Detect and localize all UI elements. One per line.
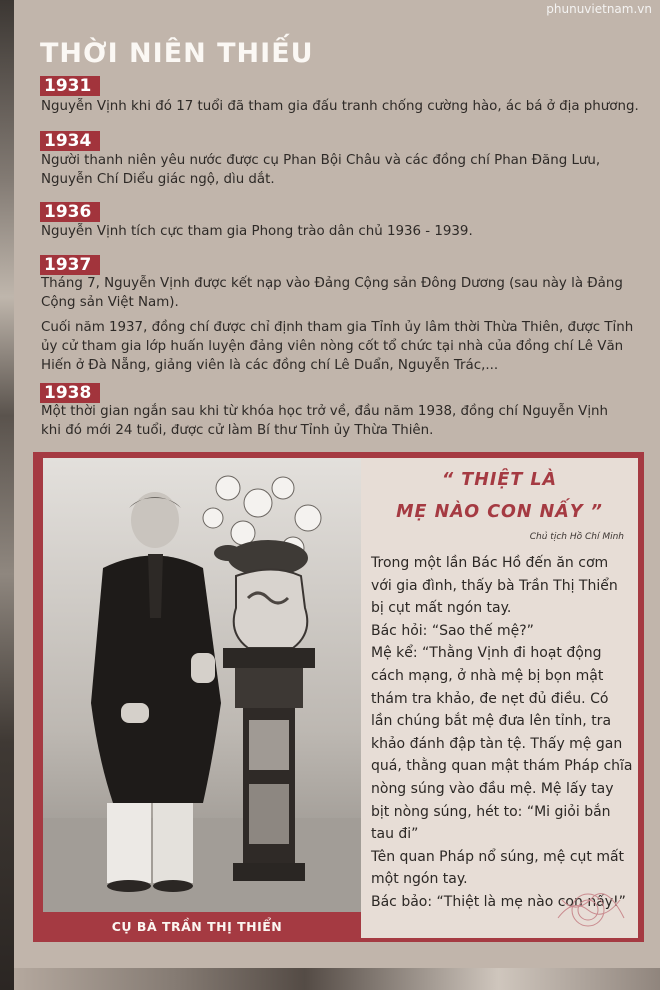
portrait-photo [43,458,361,912]
year-badge-1936: 1936 [40,202,100,222]
year-badge-1931: 1931 [40,76,100,96]
story-paragraph: Bác hỏi: “Sao thế mệ?” [371,622,534,639]
timeline-text-1931: Nguyễn Vịnh khi đó 17 tuổi đã tham gia đấu tranh chống cường hào, ác bá ở địa phương. [41,99,639,114]
section-title: THỜI NIÊN THIẾU [40,38,314,69]
story-paragraph: Trong một lần Bác Hồ đến ăn cơm với gia đình, thấy bà Trần Thị Thiển bị cụt mất ngón tay. [371,555,618,617]
timeline-text-1938: Một thời gian ngắn sau khi từ khóa học trở về, đầu năm 1938, đồng chí Nguyễn Vịnh khi đó mới 24 tuổi, được cử làm Bí thư Tỉnh ủy Thừa Thiên. [41,404,609,438]
timeline-text-1937-a: Tháng 7, Nguyễn Vịnh được kết nạp vào Đảng Cộng sản Đông Dương (sau này là Đảng Cộng sản Việt Nam). [41,276,623,310]
year-badge-1938: 1938 [40,383,100,403]
quote-panel [361,458,638,938]
year-badge-1934: 1934 [40,131,100,151]
decorative-seal-icon [548,888,630,932]
portrait-illustration [43,458,361,912]
timeline-text-1937-b: Cuối năm 1937, đồng chí được chỉ định tham gia Tỉnh ủy lâm thời Thừa Thiên, được Tỉnh ủy cử tham gia lớp huấn luyện đảng viên nòng cốt tổ chức tại nhà của đồng chí Lê Văn Hiến ở Đà Nẵng, giảng viên là các đồng chí Lê Duẩn, Nguyễn Trác,... [41,320,634,373]
timeline-text-1936: Nguyễn Vịnh tích cực tham gia Phong trào dân chủ 1936 - 1939. [41,224,473,239]
story-paragraph: Bác bảo: “Thiệt là mẹ nào con nấy!” [371,893,626,910]
watermark: phunuvietnam.vn [546,2,652,16]
bottom-background [14,968,660,990]
timeline-text-1934: Người thanh niên yêu nước được cụ Phan Bội Châu và các đồng chí Phan Đăng Lưu, Nguyễn Chí Diểu giác ngộ, dìu dắt. [41,153,601,187]
quote-title-line-1: “ THIỆT LÀ [441,470,558,490]
left-background [0,0,14,990]
quote-author: Chủ tịch Hồ Chí Minh [529,532,624,542]
story-paragraph: Mệ kể: “Thằng Vịnh đi hoạt động cách mạng, ở nhà mệ bị bọn mật thám tra khảo, đe nẹt đủ điều. Có lần chúng bắt mệ đưa lên tỉnh, tra khảo đánh đập tàn tệ. Thấy mệ gan quá, thằng quan mật thám Pháp chĩa nòng súng vào đầu mệ. Mệ lấy tay bịt nòng súng, hét to: “Mi giỏi bắn tau đi” [371,645,633,843]
story-paragraph: Tên quan Pháp nổ súng, mệ cụt mất một ngón tay. [371,848,625,888]
quote-title-line-2: MẸ NÀO CON NẤY ” [396,502,603,522]
year-badge-1937: 1937 [40,255,100,275]
story-text [371,552,633,914]
photo-caption: CỤ BÀ TRẦN THỊ THIỂN [111,919,283,934]
